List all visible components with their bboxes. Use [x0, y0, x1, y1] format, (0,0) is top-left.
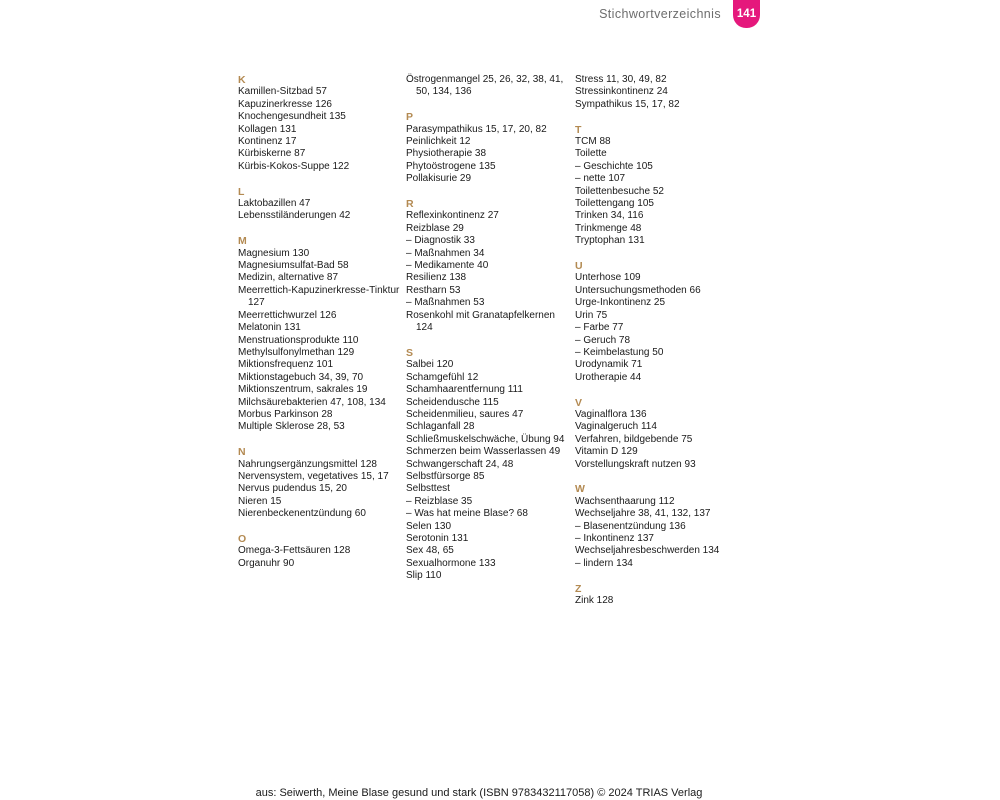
index-section [575, 483, 745, 570]
index-entry: – lindern 134 [575, 557, 633, 569]
index-entry: Urge-Inkontinenz 25 [575, 297, 666, 309]
index-entry: Sexualhormone 133 [406, 557, 496, 569]
index-entry: Miktionsfrequenz 101 [238, 359, 334, 371]
index-section [406, 347, 571, 583]
index-entry: Trinkmenge 48 [575, 222, 642, 234]
section-letter: T [575, 123, 582, 136]
index-entry: Resilienz 138 [406, 272, 467, 284]
index-entry: Schlaganfall 28 [406, 421, 475, 433]
index-entry: Urin 75 [575, 309, 608, 321]
index-entry: Kürbiskerne 87 [238, 148, 306, 160]
index-entry: Östrogenmangel 25, 26, 32, 38, 41, 50, 134, 136 [406, 74, 564, 98]
index-entry: Miktionstagebuch 34, 39, 70 [238, 371, 364, 383]
section-letter: V [575, 396, 583, 409]
index-entry: Wachsenthaarung 112 [575, 495, 675, 507]
index-entry: – Inkontinenz 137 [575, 532, 654, 544]
running-title: Stichwortverzeichnis [599, 7, 721, 21]
index-entry: Morbus Parkinson 28 [238, 408, 333, 420]
index-entry: Nieren 15 [238, 495, 282, 507]
section-letter: L [238, 185, 245, 198]
index-entry: – Geschichte 105 [575, 160, 653, 172]
section-letter: W [575, 483, 585, 496]
index-section [575, 583, 745, 608]
index-entry: Reizblase 29 [406, 222, 464, 234]
index-section [406, 111, 571, 185]
index-section [238, 446, 403, 520]
index-entry: Kamillen-Sitzbad 57 [238, 86, 327, 98]
index-entry: Kürbis-Kokos-Suppe 122 [238, 160, 350, 172]
index-section [238, 74, 403, 173]
index-entry: Kollagen 131 [238, 123, 297, 135]
index-entry: Toilettenbesuche 52 [575, 185, 664, 197]
index-entry: Multiple Sklerose 28, 53 [238, 421, 345, 433]
index-entry: Verfahren, bildgebende 75 [575, 433, 693, 445]
index-entry: Phytoöstrogene 135 [406, 160, 496, 172]
index-entry: Urodynamik 71 [575, 359, 643, 371]
index-entry: Medizin, alternative 87 [238, 272, 339, 284]
index-entry: Trinken 34, 116 [575, 210, 644, 222]
index-entry: Wechseljahre 38, 41, 132, 137 [575, 508, 711, 520]
index-entry: Schamgefühl 12 [406, 371, 479, 383]
index-entry: Selbsttest [406, 483, 450, 495]
index-entry: Nervensystem, vegetatives 15, 17 [238, 470, 389, 482]
index-entry: Nierenbeckenentzündung 60 [238, 508, 366, 520]
index-section [575, 124, 745, 248]
index-section [575, 74, 745, 111]
index-entry: Stress 11, 30, 49, 82 [575, 74, 667, 85]
index-entry: Zink 128 [575, 594, 614, 606]
index-section [575, 260, 745, 384]
index-entry: TCM 88 [575, 136, 611, 148]
index-entry: Parasympathikus 15, 17, 20, 82 [406, 123, 547, 135]
index-entry: Kontinenz 17 [238, 136, 297, 148]
index-entry: Organuhr 90 [238, 557, 295, 569]
index-section [238, 186, 403, 223]
index-entry: Reflexinkontinenz 27 [406, 210, 499, 222]
index-entry: Omega-3-Fettsäuren 128 [238, 545, 351, 557]
index-entry: – Medikamente 40 [406, 260, 489, 272]
section-letter: K [238, 74, 246, 86]
index-entry: Physiotherapie 38 [406, 148, 487, 160]
section-letter: O [238, 532, 247, 545]
index-entry: Milchsäurebakterien 47, 108, 134 [238, 396, 386, 408]
index-entry: Kapuzinerkresse 126 [238, 98, 332, 110]
index-entry: Peinlichkeit 12 [406, 136, 471, 148]
page-header [0, 0, 1000, 30]
index-entry: Magnesium 130 [238, 247, 310, 259]
index-entry: – Blasenentzündung 136 [575, 520, 686, 532]
index-entry: – Maßnahmen 34 [406, 247, 485, 259]
index-section [406, 198, 571, 334]
index-column-2 [406, 74, 571, 595]
index-entry: Rosenkohl mit Granatapfelkernen 124 [406, 309, 555, 334]
section-letter: P [406, 111, 414, 124]
index-entry: Schmerzen beim Wasserlassen 49 [406, 446, 561, 458]
index-entry: Scheidenmilieu, saures 47 [406, 408, 524, 420]
section-letter: R [406, 198, 414, 211]
index-entry: Menstruationsprodukte 110 [238, 334, 359, 346]
index-entry: – Geruch 78 [575, 334, 631, 346]
index-entry: Schließmuskelschwäche, Übung 94 [406, 433, 565, 445]
index-entry: Urotherapie 44 [575, 371, 642, 383]
index-entry: Meerrettichwurzel 126 [238, 309, 337, 321]
index-entry: Magnesiumsulfat-Bad 58 [238, 260, 349, 272]
index-entry: Unterhose 109 [575, 272, 641, 284]
index-entry: Sympathikus 15, 17, 82 [575, 98, 680, 110]
index-entry: Methylsulfonylmethan 129 [238, 346, 355, 358]
index-entry: Selen 130 [406, 520, 452, 532]
index-entry: Meerrettich-Kapuzinerkresse-Tinktur 127 [238, 284, 400, 309]
page-number-badge: 141 [733, 0, 760, 28]
section-letter: U [575, 260, 583, 273]
index-entry: – Diagnostik 33 [406, 235, 475, 247]
index-entry: Pollakisurie 29 [406, 173, 472, 185]
index-section [238, 533, 403, 570]
index-entry: Nervus pudendus 15, 20 [238, 483, 347, 495]
index-entry: Tryptophan 131 [575, 235, 645, 247]
section-letter: S [406, 346, 414, 359]
index-entry: Schamhaarentfernung 111 [406, 384, 523, 396]
index-entry: Scheidendusche 115 [406, 396, 499, 408]
source-footer: aus: Seiwerth, Meine Blase gesund und stark (ISBN 9783432117058) © 2024 TRIAS Verlag [255, 787, 703, 799]
section-letter: Z [575, 582, 582, 595]
index-entry: – Was hat meine Blase? 68 [406, 508, 528, 520]
section-letter: N [238, 446, 246, 459]
index-entry: – Reizblase 35 [406, 495, 473, 507]
index-entry: Wechseljahresbeschwerden 134 [575, 545, 720, 557]
index-entry: Melatonin 131 [238, 322, 301, 334]
index-entry: Schwangerschaft 24, 48 [406, 458, 514, 470]
index-entry: Knochengesundheit 135 [238, 111, 346, 123]
index-entry: Untersuchungsmethoden 66 [575, 284, 701, 296]
index-column-3 [575, 74, 745, 620]
index-section [406, 74, 571, 99]
index-entry: Stressinkontinenz 24 [575, 86, 668, 98]
index-entry: Vitamin D 129 [575, 446, 638, 458]
index-entry: Sex 48, 65 [406, 545, 454, 557]
index-entry: – Maßnahmen 53 [406, 297, 485, 309]
index-entry: Laktobazillen 47 [238, 198, 311, 210]
index-entry: Restharn 53 [406, 284, 461, 296]
index-section [575, 397, 745, 471]
index-entry: Selbstfürsorge 85 [406, 470, 485, 482]
section-letter: M [238, 235, 247, 248]
index-entry: – nette 107 [575, 173, 626, 185]
index-entry: Vaginalgeruch 114 [575, 421, 657, 433]
index-entry: Toilette [575, 148, 607, 160]
index-entry: Vaginalflora 136 [575, 408, 647, 420]
index-entry: Salbei 120 [406, 359, 454, 371]
index-entry: Lebensstiländerungen 42 [238, 210, 351, 222]
index-entry: Toilettengang 105 [575, 198, 654, 210]
index-section [238, 235, 403, 434]
index-column-1 [238, 74, 403, 583]
index-entry: Serotonin 131 [406, 532, 469, 544]
index-entry: Vorstellungskraft nutzen 93 [575, 458, 696, 470]
index-entry: – Keimbelastung 50 [575, 346, 664, 358]
index-entry: – Farbe 77 [575, 322, 624, 334]
index-entry: Nahrungsergänzungsmittel 128 [238, 458, 377, 470]
index-entry: Miktionszentrum, sakrales 19 [238, 384, 368, 396]
index-entry: Slip 110 [406, 570, 442, 582]
